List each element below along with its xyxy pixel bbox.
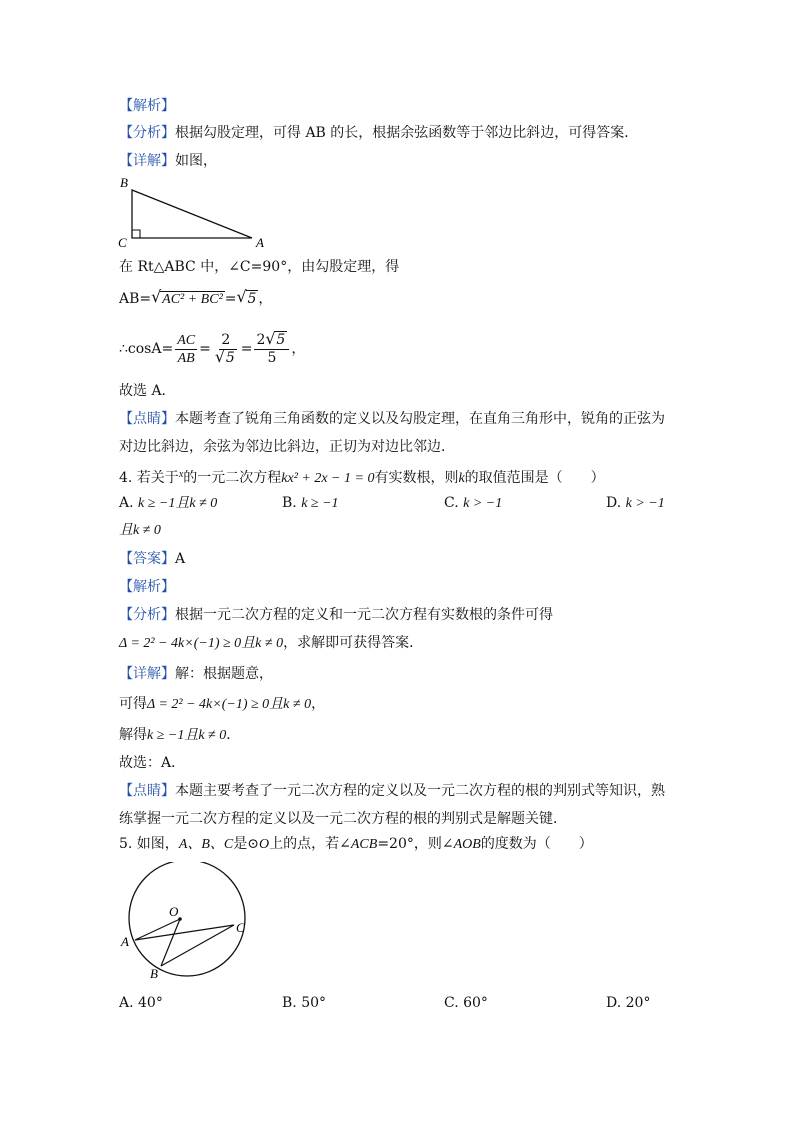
q4-stem	[119, 465, 605, 489]
q5-stem	[119, 834, 593, 855]
q3-dianjing-line2: 对边比斜边，余弦为邻边比斜边，正切为对边比邻边．	[119, 439, 455, 455]
q4-delta-expr: Δ = 2² − 4k×(−1) ≥ 0且k ≠ 0	[119, 636, 284, 651]
q5-option-d: D. 20°	[606, 995, 651, 1011]
q4-option-b-label: B.	[282, 495, 297, 511]
ab-sqrt: √ AC² + BC²	[151, 287, 223, 307]
q4-jiede-suffix: ．	[226, 727, 241, 743]
ab-radicand: AC² + BC²	[162, 292, 223, 307]
q4-option-d-text: k > −1	[625, 496, 665, 511]
cos-frac-1	[175, 332, 197, 367]
q3-xiangjie-tag: 【详解】	[119, 153, 175, 169]
q4-xiangjie-tag: 【详解】	[119, 666, 175, 682]
q4-jiede-prefix: 解得	[119, 727, 147, 743]
q4-jiede-line	[119, 725, 240, 746]
center-dot	[178, 917, 182, 921]
ab-suffix: ，	[258, 291, 273, 307]
q3-fenxi-tag: 【分析】	[119, 125, 175, 141]
q3-analysis-line	[119, 123, 638, 143]
cos-frac3-den: 5	[267, 349, 277, 366]
q4-stem-k: k	[458, 471, 465, 486]
q4-option-d-cont: 且k ≠ 0	[119, 523, 161, 538]
q5-stem-mid3: =20°，则∠	[377, 836, 454, 852]
q4-option-a-text: k ≥ −1且k ≠ 0	[138, 496, 218, 511]
ab-result-sqrt: √ 5	[236, 287, 257, 307]
right-angle-mark	[132, 230, 140, 238]
q5-stem-o: O	[259, 837, 270, 852]
q4-answer: A	[175, 551, 186, 567]
q4-option-c-text: k > −1	[463, 496, 503, 511]
q5-option-a: A. 40°	[119, 995, 163, 1011]
q4-jiede-expr: k ≥ −1且k ≠ 0	[147, 728, 227, 743]
q3-dianjing-line1	[119, 409, 665, 429]
q4-option-a	[119, 493, 217, 514]
q4-option-a-label: A.	[119, 495, 134, 511]
q4-xiangjie-text: 解：根据题意，	[175, 666, 273, 682]
q4-option-d	[606, 493, 665, 514]
q3-dianjing-text1: 本题考查了锐角三角函数的定义以及勾股定理，在直角三角形中，锐角的正弦为	[175, 411, 665, 427]
q4-option-b-text: k ≥ −1	[301, 496, 339, 511]
q4-option-b	[282, 493, 339, 514]
q4-delta-line	[119, 633, 423, 654]
q4-dianjing-line1	[119, 781, 665, 801]
q4-kede-prefix: 可得	[119, 696, 147, 712]
q4-stem-suffix: 的取值范围是（ ）	[464, 470, 605, 486]
circle-label-o: O	[169, 904, 179, 919]
q4-analysis-line	[119, 605, 553, 625]
cos-frac2-den: 5	[225, 349, 235, 366]
q5-stem-points: A、B、C	[178, 837, 234, 852]
q5-option-c: C. 60°	[444, 995, 488, 1011]
q3-cos-formula	[119, 330, 305, 368]
cos-frac-3: 2 √ 5 5	[254, 332, 289, 367]
q3-jiexi-tag: 【解析】	[119, 98, 175, 114]
q4-option-c-label: C.	[444, 495, 459, 511]
q3-dianjing-tag: 【点睛】	[119, 411, 175, 427]
ab-eq: =	[224, 291, 237, 307]
cos-frac1-num: AC	[177, 332, 196, 348]
cos-frac1-den: AB	[177, 350, 195, 366]
q3-choose: 故选 A．	[119, 383, 176, 399]
q4-jiexi-tag: 【解析】	[119, 579, 175, 595]
cos-frac-2: 2 √ 5	[214, 331, 235, 366]
q5-stem-mid2: 上的点，若∠	[269, 836, 351, 852]
q4-stem-eq: kx² + 2x − 1 = 0	[281, 471, 375, 486]
q5-stem-prefix: 5. 如图，	[119, 836, 179, 852]
circle-label-a: A	[121, 934, 129, 949]
cos-eq1: =	[199, 341, 211, 357]
cos-suffix: ，	[291, 341, 306, 357]
triangle-shape	[132, 190, 252, 238]
triangle-label-c: C	[118, 235, 127, 250]
ab-prefix: AB=	[119, 291, 152, 307]
q4-answer-tag: 【答案】	[119, 551, 175, 567]
circle-label-c: C	[236, 920, 245, 935]
q4-jiexi-heading	[119, 577, 175, 597]
q4-kede-expr: Δ = 2² − 4k×(−1) ≥ 0且k ≠ 0	[147, 697, 312, 712]
q3-xiangjie-text: 如图，	[175, 153, 217, 169]
cos-frac2-num: 2	[221, 331, 231, 348]
q4-stem-mid2: 有实数根，则	[374, 470, 459, 486]
q4-dianjing-line2: 练掌握一元二次方程的定义以及一元二次方程的根的判别式是解题关键．	[119, 811, 567, 827]
q3-rt-line: 在 Rt△ABC 中，∠C=90°，由勾股定理，得	[119, 259, 400, 275]
cos-eq2: =	[240, 341, 253, 357]
cos-frac3-num-rad: 5	[276, 331, 286, 348]
q4-stem-mid: 的一元二次方程	[183, 470, 282, 486]
q4-option-c	[444, 493, 502, 514]
q4-answer-line	[119, 549, 185, 569]
q4-dianjing-text1: 本题主要考查了一元二次方程的定义以及一元二次方程的根的判别式等知识，熟	[175, 783, 665, 799]
ab-result: 5	[247, 291, 257, 307]
q4-choose: 故选：A．	[119, 755, 186, 771]
q4-dianjing-tag: 【点睛】	[119, 783, 175, 799]
q5-stem-mid: 是⊙	[233, 836, 259, 852]
cos-frac3-num-coef: 2	[256, 331, 266, 348]
cos-prefix: ∴cosA=	[119, 341, 174, 357]
segment-bc	[161, 925, 234, 966]
q4-delta-suffix: ，求解即可获得答案．	[283, 635, 424, 651]
q3-detail-line	[119, 151, 217, 171]
q5-option-b: B. 50°	[282, 995, 327, 1011]
q4-fenxi-tag: 【分析】	[119, 607, 175, 623]
triangle-label-a: A	[256, 235, 264, 250]
q5-stem-aob: AOB	[453, 837, 481, 852]
circle-label-b: B	[150, 966, 158, 981]
q4-detail-line	[119, 664, 273, 684]
q4-fenxi-text: 根据一元二次方程的定义和一元二次方程有实数根的条件可得	[175, 607, 553, 623]
q5-stem-acb: ACB	[350, 837, 378, 852]
q4-kede-line	[119, 694, 325, 715]
q4-stem-var: x	[178, 469, 184, 480]
circle-shape	[129, 862, 245, 976]
circle-figure	[112, 862, 262, 987]
q3-ab-formula	[119, 289, 272, 310]
triangle-label-b: B	[120, 175, 128, 190]
q4-kede-suffix: ，	[311, 696, 326, 712]
q5-stem-suffix: 的度数为（ ）	[480, 836, 593, 852]
right-triangle-figure	[112, 172, 272, 252]
q3-jiexi-heading	[119, 96, 175, 116]
q3-fenxi-text: 根据勾股定理，可得 AB 的长，根据余弦函数等于邻边比斜边，可得答案．	[175, 125, 639, 141]
q4-option-d-label: D.	[606, 495, 622, 511]
q4-stem-prefix: 4. 若关于	[119, 470, 179, 486]
